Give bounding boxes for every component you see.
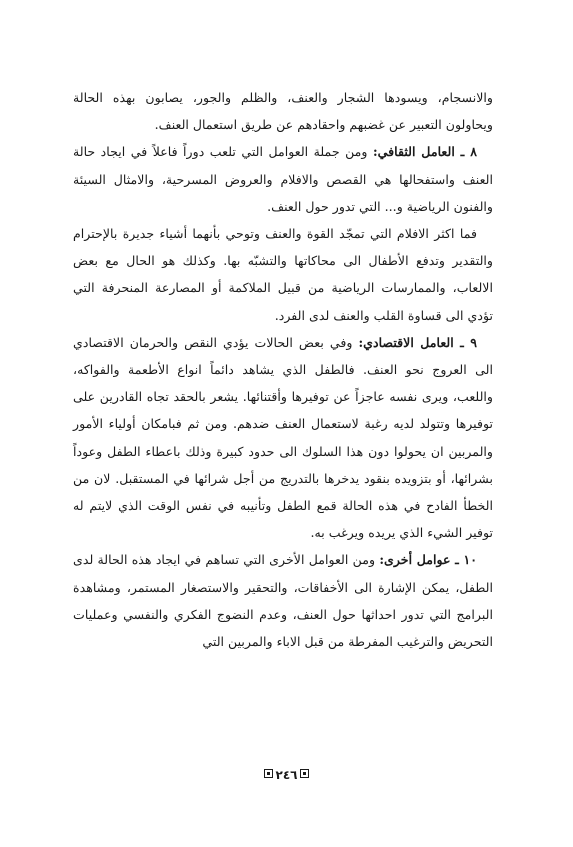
section-heading-economic: ٩ ـ العامل الاقتصادي: bbox=[358, 334, 477, 350]
paragraph-text: ومن جملة العوامل التي تلعب دوراً فاعلاً في ايجاد حالة العنف واستفحالها هي القصص والافلام والعروض المسرحية، والامثال السيئة والفنون الرياضية و... التي تدور حول العنف. bbox=[73, 144, 493, 214]
page-body bbox=[73, 84, 493, 655]
ornament-square-icon bbox=[300, 769, 309, 778]
paragraph-4 bbox=[73, 329, 493, 547]
paragraph-text: وفي بعض الحالات يؤدي النقص والحرمان الاقتصادي الى العروج نحو العنف. فالطفل الذي يشاهد دائماً انواع الأطعمة والفواكه، واللعب، ويرى نفسه عاجزاً عن توفيرها وأقتنائها. يشعر بالحقد تجاه القادرين على توفيرها وتتولد لديه رغبة لاستعمال العنف ضدهم. ومن ثم فبامكان أولياء الأمور والمربين ان يحولوا دون هذا السلوك الى حدود كبيرة وذلك باعطاء الطفل وعوداً بشرائها، أو بتزويده بنقود يدخرها بالتدريج من أجل شرائها في المستقبل. لان من الخطأ الفادح في هذه الحالة قمع الطفل وتأنيبه في نفس الوقت الذي لايتم له توفير الشيء الذي يريده ويرغب به. bbox=[73, 334, 493, 541]
paragraph-text: والانسجام، ويسودها الشجار والعنف، والظلم والجور، يصابون بهذه الحالة ويحاولون التعبير عن غضبهم واحقادهم عن طريق استعمال العنف. bbox=[73, 90, 493, 133]
page-number: ٢٤٦ bbox=[275, 767, 298, 782]
paragraph-5 bbox=[73, 546, 493, 655]
ornament-square-icon bbox=[264, 769, 273, 778]
paragraph-2 bbox=[73, 138, 493, 220]
section-heading-cultural: ٨ ـ العامل الثقافي: bbox=[372, 144, 477, 160]
paragraph-text: فما اكثر الافلام التي تمجّد القوة والعنف وتوحي بأنهما أشياء جديرة بالإحترام والتقدير وتدفع الأطفال الى محاكاتها والتشبّه بها. وكذلك هو الحال مع بعض الالعاب، والممارسات الرياضية من قبيل الملاكمة أو المصارعة المنحرفة التي تؤدي الى قساوة القلب والعنف لدى الفرد. bbox=[73, 226, 493, 323]
paragraph-text: ومن العوامل الأخرى التي تساهم في ايجاد هذه الحالة لدى الطفل، يمكن الإشارة الى الأخفاقات، والتحقير والاستصغار المستمر، ومشاهدة البرامج التي تدور احداثها حول العنف، وعدم النضوج الفكري والنفسي وعمليات التحريض والترغيب المفرطة من قبل الاباء والمربين التي bbox=[73, 552, 493, 650]
section-heading-other: ١٠ ـ عوامل أخرى: bbox=[379, 552, 478, 568]
paragraph-3 bbox=[73, 220, 493, 329]
page-footer bbox=[0, 767, 573, 782]
paragraph-1 bbox=[73, 84, 493, 138]
